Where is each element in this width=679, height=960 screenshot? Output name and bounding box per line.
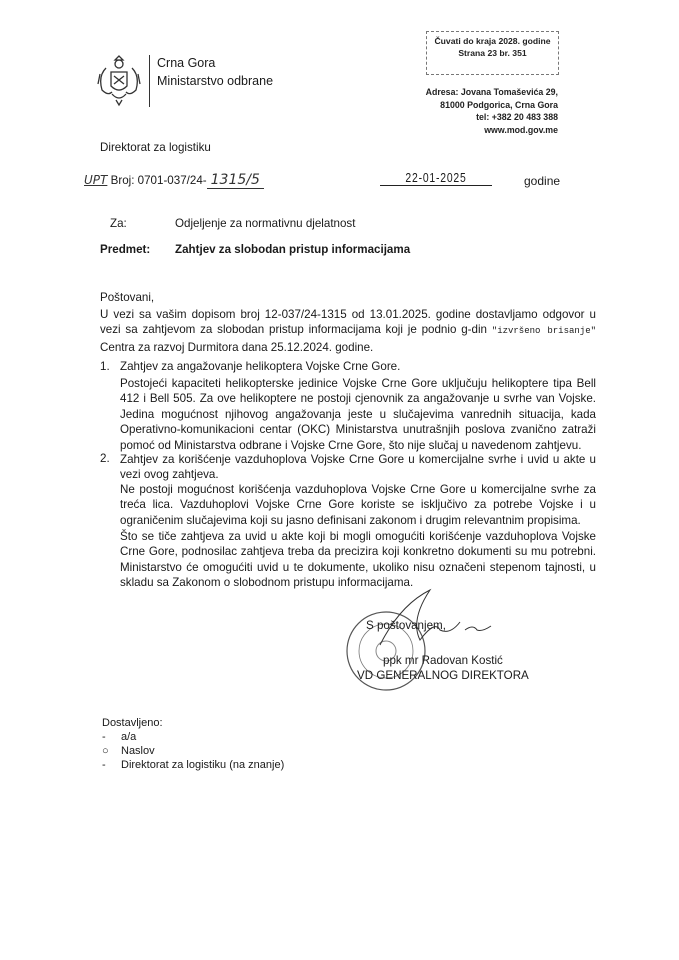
item-number: 1. (100, 360, 110, 373)
bullet: - (102, 731, 106, 743)
handwritten-prefix: UPT (84, 173, 108, 187)
distribution-text: Direktorat za logistiku (na znanje) (121, 759, 285, 771)
intro-text: U vezi sa vašim dopisom broj 12-037/24-1315 od 13.01.2025. godine dostavljamo odgovor u vezi sa zahtjevom za slobodan pristup informacijama koji je podnio g-din (100, 308, 596, 337)
subject-value: Zahtjev za slobodan pristup informacijama (175, 243, 411, 256)
distribution-list (102, 716, 284, 772)
address-line: Adresa: Jovana Tomaševića 29, (425, 87, 558, 97)
department: Direktorat za logistiku (100, 141, 211, 154)
distribution-text: Naslov (121, 745, 155, 757)
coat-of-arms-logo (96, 52, 142, 108)
country-name: Crna Gora (157, 56, 216, 70)
distribution-text: a/a (121, 731, 137, 743)
distribution-item (102, 744, 284, 758)
signatory-title: VD GENERALNOG DIREKTORA (357, 669, 529, 682)
distribution-item (102, 730, 284, 744)
phone: tel: +382 20 483 388 (476, 112, 558, 123)
item-paragraph: Ne postoji mogućnost korišćenja vazduhoplova Vojske Crne Gore u komercijalne svrhe za treća lica. Vazduhoplovi Vojske Crne Gore koriste se isključivo za potrebe Vojske i u ograničenim slučajevima koji su jasno definisani zakonom i drugim relevantnim propisima. (120, 483, 596, 527)
intro-paragraph (100, 307, 596, 355)
signatory-name: ppk mr Radovan Kostić (383, 654, 503, 667)
logo-divider (149, 55, 150, 107)
item-title: Zahtjev za korišćenje vazduhoplova Vojske Crne Gore u komercijalne svrhe i uvid u akte u vezi ovog zahtjeva. (120, 453, 596, 482)
subject-label: Predmet: (100, 243, 151, 256)
redaction-note: "izvršeno brisanje" (491, 326, 596, 337)
ministry-name: Ministarstvo odbrane (157, 74, 274, 88)
reference-number (84, 172, 264, 188)
addressee-value: Odjeljenje za normativnu djelatnost (175, 217, 356, 230)
address-line: 81000 Podgorica, Crna Gora (440, 99, 558, 110)
date-stamp: 22-01-2025 (380, 170, 492, 186)
closing: S poštovanjem, (366, 619, 446, 632)
retention-line: Strana 23 br. 351 (458, 48, 527, 58)
circled-bullet: ○ (102, 745, 109, 757)
distribution-label: Dostavljeno: (102, 717, 163, 729)
header-org (157, 54, 273, 90)
addressee-label: Za: (110, 217, 127, 230)
item-title: Zahtjev za angažovanje helikoptera Vojske Crne Gore. (120, 360, 401, 373)
greeting: Poštovani, (100, 291, 155, 304)
retention-line: Čuvati do kraja 2028. godine (434, 36, 551, 46)
item-paragraph: Postojeći kapaciteti helikopterske jedinice Vojske Crne Gore uključuju helikoptere tipa Bell 412 i Bell 505. Za ove helikoptere ne postoji cjenovnik za angažovanje u svrhe van Vojske. Jedina mogućnost njihovog angažovanja jeste u slučajevima vanrednih situacija, kada Operativno-komunikacioni centar (OKC) Ministarstva unutrašnjih poslova zvanično zatraži pomoć od Ministarstva odbrane i Vojske Crne Gore, što nije slučaj u navedenom zahtjevu. (120, 377, 596, 452)
item-number: 2. (100, 452, 110, 465)
intro-end: Centra za razvoj Durmitora dana 25.12.2024. godine. (100, 340, 374, 354)
retention-box (426, 31, 559, 75)
date-suffix: godine (524, 174, 561, 188)
item-paragraph: Što se tiče zahtjeva za uvid u akte koji bi mogli omogućiti korišćenje vazduhoplova Vojske Crne Gore, podnosilac zahtjeva treba da precizira koji konkretno dokumenti su mu potrebni. Ministarstvo će omogućiti uvid u te dokumente, ukoliko nisu označeni stepenom tajnosti, u skladu sa Zakonom o slobodnom pristupu informacijama. (120, 530, 596, 590)
number-label: Broj: 0701-037/24- (110, 174, 207, 187)
distribution-item (102, 758, 284, 772)
address-block (426, 86, 558, 136)
bullet: - (102, 759, 106, 771)
website: www.mod.gov.me (484, 124, 558, 135)
handwritten-number: 1315/5 (207, 172, 264, 189)
